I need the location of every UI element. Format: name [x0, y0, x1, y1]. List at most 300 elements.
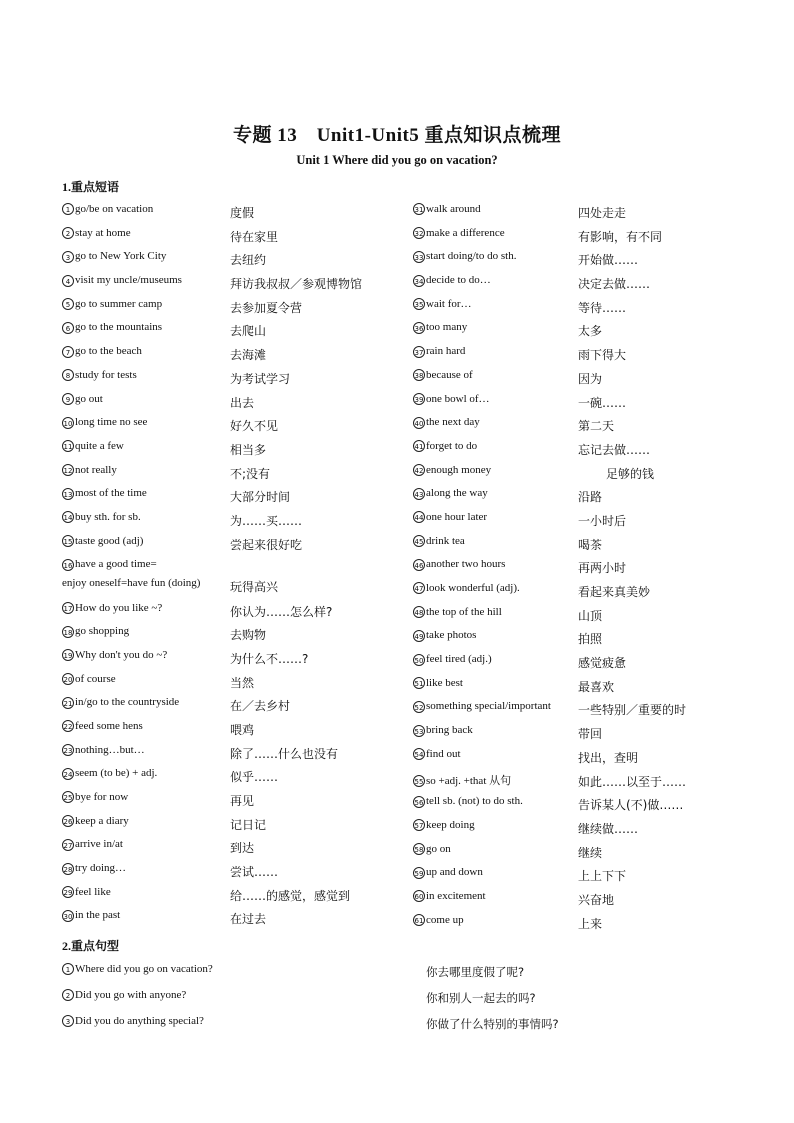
phrase-row [62, 461, 402, 485]
item-number: 52 [413, 701, 425, 713]
phrase-row [413, 271, 743, 295]
phrase-row [413, 769, 743, 793]
item-number: 22 [62, 720, 74, 732]
item-number: 29 [62, 886, 74, 898]
item-number: 42 [413, 464, 425, 476]
phrase-english [413, 416, 480, 428]
phrase-english-text: go shopping [75, 625, 130, 638]
phrase-english [62, 535, 143, 547]
item-number: 26 [62, 815, 74, 827]
phrase-row [62, 484, 402, 508]
phrase-english-text: quite a few [75, 439, 124, 452]
phrase-english-text: drink tea [426, 534, 465, 547]
phrase-english [413, 795, 523, 807]
item-number: 57 [413, 819, 425, 831]
item-number: 24 [62, 768, 74, 780]
sentence-row [62, 1014, 742, 1040]
phrase-english-text: buy sth. for sb. [75, 510, 141, 523]
phrase-chinese: 除了……什么也没有 [230, 746, 339, 761]
phrase-row [413, 603, 743, 627]
phrase-row [413, 745, 743, 769]
unit-subtitle: Unit 1 Where did you go on vacation? [296, 153, 498, 167]
phrase-chinese: 度假 [230, 206, 255, 220]
sentence-row [62, 962, 742, 988]
item-number: 9 [62, 393, 74, 405]
phrase-chinese: 当然 [230, 675, 255, 690]
phrase-english [62, 369, 137, 381]
phrase-english [413, 369, 473, 381]
phrase-english-text: come up [426, 913, 464, 926]
item-number: 19 [62, 649, 74, 661]
phrase-chinese: 带回 [578, 727, 603, 742]
phrase-english-text: go to summer camp [75, 297, 163, 310]
phrase-english [413, 890, 486, 902]
item-number: 16 [62, 559, 74, 571]
phrase-chinese: 喂鸡 [230, 722, 255, 737]
phrase-english [62, 696, 179, 708]
phrase-row [413, 342, 743, 366]
phrase-row [413, 816, 743, 840]
phrase-english-text: go out [75, 392, 103, 405]
phrase-chinese: 忘记去做…… [578, 442, 651, 457]
phrase-english-text: try doing… [75, 862, 127, 875]
item-number: 25 [62, 791, 74, 803]
page-title: 专题 13 Unit1-Unit5 重点知识点梳理 [232, 125, 562, 146]
phrase-english-text: bring back [426, 724, 473, 737]
phrase-english-text: not really [75, 463, 117, 476]
item-number: 38 [413, 369, 425, 381]
phrase-english-text: decide to do… [426, 274, 491, 287]
item-number: 2 [62, 227, 74, 239]
phrase-chinese: 喝茶 [578, 537, 603, 552]
item-number: 37 [413, 346, 425, 358]
phrase-row [62, 859, 402, 883]
phrase-chinese: 山顶 [578, 608, 603, 623]
item-number: 35 [413, 298, 425, 310]
phrase-english-text: bye for now [75, 791, 129, 803]
phrase-english [413, 227, 505, 239]
phrase-row [62, 342, 402, 366]
phrase-row [413, 579, 743, 603]
phrase-row [413, 508, 743, 532]
phrase-row [413, 721, 743, 745]
phrase-english-text: too many [426, 321, 468, 334]
item-number: 46 [413, 559, 425, 571]
phrase-english [413, 203, 481, 215]
phrase-english [413, 393, 490, 405]
item-number: 28 [62, 863, 74, 875]
phrase-english-text: tell sb. (not) to do sth. [426, 795, 523, 808]
sentence-chinese: 你去哪里度假了呢? [426, 965, 525, 979]
phrase-row [62, 390, 402, 414]
item-number: 60 [413, 890, 425, 902]
phrase-row [62, 835, 402, 859]
phrase-chinese: 一些特别／重要的时 [578, 703, 687, 718]
phrase-english [413, 487, 488, 499]
item-number: 21 [62, 697, 74, 709]
phrase-row [413, 461, 743, 485]
phrase-row [413, 650, 743, 674]
phrase-chinese: 继续做…… [578, 821, 639, 836]
phrase-chinese: 上上下下 [578, 869, 627, 884]
item-number: 1 [62, 963, 74, 975]
phrase-english-text: feed some hens [75, 719, 143, 732]
phrase-english-text: How do you like ~? [75, 601, 163, 614]
phrase-english-text: wait for… [426, 297, 472, 310]
phrase-row [62, 508, 402, 532]
item-number: 45 [413, 535, 425, 547]
item-number: 14 [62, 511, 74, 523]
phrase-row [413, 366, 743, 390]
phrase-english [413, 866, 483, 878]
item-number: 59 [413, 867, 425, 879]
phrase-english [413, 558, 505, 570]
phrase-english-text: go to the beach [75, 345, 142, 358]
phrase-row [62, 812, 402, 836]
sentence-english-text: Did you do anything special? [75, 1015, 204, 1027]
phrase-english-text: in the past [75, 909, 121, 922]
item-number: 30 [62, 910, 74, 922]
phrase-chinese: 四处走走 [578, 206, 627, 220]
item-number: 54 [413, 748, 425, 760]
phrase-chinese: 兴奋地 [578, 892, 615, 907]
phrase-english-text: nothing…but… [75, 743, 145, 756]
phrase-english [62, 909, 120, 921]
phrase-english-text: forget to do [426, 439, 478, 452]
phrase-chinese: 找出，查明 [578, 750, 639, 765]
phrase-english-text: walk around [426, 203, 481, 215]
item-number: 2 [62, 989, 74, 1001]
phrase-english [413, 700, 551, 712]
phrase-english-text: make a difference [426, 226, 505, 239]
phrase-row [413, 200, 743, 224]
phrase-english-text: along the way [426, 487, 488, 500]
phrase-row [62, 555, 402, 598]
phrase-row [413, 840, 743, 864]
phrase-english-text: another two hours [426, 558, 506, 571]
phrase-row [413, 555, 743, 579]
item-number: 39 [413, 393, 425, 405]
phrase-chinese: 如此……以至于…… [578, 774, 687, 789]
phrase-chinese: 不;没有 [230, 466, 271, 481]
phrase-english-text: feel like [75, 885, 111, 898]
item-number: 23 [62, 744, 74, 756]
item-number: 41 [413, 440, 425, 452]
phrase-english-text: one hour later [426, 510, 488, 523]
phrase-english-text: visit my uncle/museums [75, 274, 182, 287]
phrase-chinese: 最喜欢 [578, 679, 615, 694]
phrase-chinese: 玩得高兴 [230, 580, 279, 595]
phrase-chinese: 去海滩 [230, 348, 267, 363]
phrase-chinese: 告诉某人(不)做…… [578, 798, 684, 813]
phrase-english-text: find out [426, 747, 461, 760]
item-number: 10 [62, 417, 74, 429]
phrase-english [62, 862, 126, 874]
phrase-english [62, 393, 103, 405]
phrase-english [62, 440, 124, 452]
item-number: 36 [413, 322, 425, 334]
phrase-row [413, 626, 743, 650]
item-number: 11 [62, 440, 74, 452]
phrase-english [62, 720, 143, 732]
phrase-chinese: 待在家里 [230, 229, 279, 244]
item-number: 53 [413, 725, 425, 737]
sentence-english [62, 989, 186, 1001]
item-number: 3 [62, 251, 74, 263]
phrase-english [413, 321, 467, 333]
phrase-row [413, 532, 743, 556]
phrase-chinese: 再见 [230, 794, 255, 808]
phrase-list-left [62, 200, 402, 930]
phrase-row [413, 697, 743, 721]
item-number: 49 [413, 630, 425, 642]
phrase-row [413, 887, 743, 911]
phrase-chinese: 去爬山 [230, 324, 267, 339]
phrase-english [413, 535, 465, 547]
phrase-chinese: 为什么不……? [230, 651, 309, 666]
phrase-chinese: 雨下得大 [578, 348, 627, 363]
phrase-english-text: feel tired (adj.) [426, 653, 492, 666]
sentence-row [62, 988, 742, 1014]
phrase-english-text: go on [426, 842, 451, 855]
phrase-english [62, 298, 162, 310]
sentence-english [62, 963, 213, 975]
phrase-row [62, 670, 402, 694]
item-number: 61 [413, 914, 425, 926]
item-number: 15 [62, 535, 74, 547]
phrase-english [62, 511, 141, 523]
phrase-row [413, 792, 743, 816]
phrase-english [62, 487, 147, 499]
phrase-row [62, 366, 402, 390]
phrase-english [62, 602, 162, 614]
item-number: 18 [62, 626, 74, 638]
phrase-english [62, 274, 182, 286]
phrase-chinese: 尝试…… [230, 865, 279, 880]
phrase-chinese: 开始做…… [578, 253, 639, 268]
phrase-english-text: because of [426, 368, 473, 381]
phrase-english [62, 673, 116, 685]
phrase-english-text: of course [75, 672, 116, 685]
phrase-row [413, 484, 743, 508]
phrase-chinese: 再两小时 [578, 561, 627, 576]
phrase-english [62, 886, 111, 898]
phrase-english-text: rain hard [426, 345, 466, 358]
phrase-english-text: the next day [426, 416, 480, 429]
item-number: 43 [413, 488, 425, 500]
phrase-english-text: long time no see [75, 416, 148, 429]
phrase-row [413, 674, 743, 698]
sentence-english-text: Where did you go on vacation? [75, 963, 213, 975]
phrase-english [413, 748, 461, 760]
item-number: 31 [413, 203, 425, 215]
phrase-english-text: like best [426, 676, 463, 689]
phrase-english [413, 914, 464, 926]
phrase-list-right [413, 200, 743, 934]
phrase-english-text: most of the time [75, 487, 147, 500]
phrase-row [62, 437, 402, 461]
sentence-chinese: 你和别人一起去的吗? [426, 991, 536, 1005]
phrase-chinese: 一小时后 [578, 513, 627, 528]
phrase-english-text: enough money [426, 463, 492, 476]
item-number: 51 [413, 677, 425, 689]
phrase-english-text: go to New York City [75, 250, 167, 263]
phrase-english [413, 606, 502, 618]
sentence-chinese: 你做了什么特别的事情吗? [426, 1017, 559, 1031]
phrase-english-text: have a good time= [75, 558, 157, 571]
phrase-english [62, 227, 131, 239]
phrase-chinese: 相当多 [230, 442, 267, 457]
item-number: 12 [62, 464, 74, 476]
sentence-english-text: Did you go with anyone? [75, 989, 187, 1001]
phrase-chinese: 有影响，有不同 [578, 229, 663, 244]
phrase-english [62, 203, 153, 215]
phrase-chinese: 记日记 [230, 817, 267, 832]
phrase-english [62, 838, 123, 850]
phrase-row [62, 693, 402, 717]
phrase-row [62, 224, 402, 248]
phrase-english-text: keep doing [426, 818, 475, 831]
phrase-row [62, 717, 402, 741]
phrase-chinese: 看起来真美妙 [578, 585, 651, 599]
phrase-english-text: taste good (adj) [75, 534, 144, 547]
phrase-row [62, 413, 402, 437]
phrase-english [413, 440, 477, 452]
phrase-row [62, 622, 402, 646]
phrase-chinese: 去参加夏令营 [230, 300, 303, 315]
phrase-row [413, 437, 743, 461]
phrase-english [413, 772, 511, 788]
phrase-english [62, 464, 117, 476]
item-number: 20 [62, 673, 74, 685]
phrase-row [413, 911, 743, 935]
phrase-english-text: arrive in/at [75, 838, 123, 851]
phrase-chinese: 尝起来很好吃 [230, 537, 303, 552]
phrase-chinese: 决定去做…… [578, 277, 651, 292]
phrase-english [413, 819, 475, 831]
phrase-row [62, 295, 402, 319]
item-number: 27 [62, 839, 74, 851]
phrase-chinese: 继续 [578, 845, 603, 860]
item-number: 33 [413, 251, 425, 263]
phrase-row [62, 883, 402, 907]
phrase-english [413, 582, 520, 594]
phrase-row [62, 764, 402, 788]
phrase-chinese: 似乎…… [230, 770, 279, 785]
item-number: 6 [62, 322, 74, 334]
phrase-row [62, 646, 402, 670]
phrase-english [413, 250, 516, 262]
phrase-chinese: 沿路 [578, 490, 603, 505]
phrase-chinese: 拜访我叔叔／参观博物馆 [230, 277, 363, 292]
phrase-chinese: 去购物 [230, 628, 267, 643]
phrase-english-text: in/go to the countryside [75, 696, 180, 709]
phrase-english [413, 677, 463, 689]
phrase-chinese: 一碗…… [578, 395, 627, 410]
section-heading-sentences: 2.重点句型 [62, 939, 120, 953]
phrase-chinese: 你认为……怎么样? [230, 604, 333, 619]
item-number: 50 [413, 654, 425, 666]
phrase-row [62, 788, 402, 812]
phrase-row [413, 318, 743, 342]
phrase-english-text: go to the mountains [75, 321, 163, 334]
phrase-row [62, 906, 402, 930]
phrase-english [413, 464, 491, 476]
section-heading-phrases: 1.重点短语 [62, 180, 120, 194]
phrase-english [62, 321, 162, 333]
phrase-chinese: 到达 [230, 841, 255, 856]
phrase-english-text: up and down [426, 866, 483, 879]
item-number: 3 [62, 1015, 74, 1027]
phrase-english-text: keep a diary [75, 814, 129, 827]
phrase-chinese: 去纽约 [230, 253, 267, 268]
phrase-row [62, 271, 402, 295]
phrase-row [62, 200, 402, 224]
phrase-english [413, 511, 487, 523]
phrase-english [62, 649, 167, 661]
phrase-english [62, 625, 129, 637]
phrase-english [413, 629, 476, 641]
phrase-chinese: 太多 [578, 324, 603, 339]
phrase-row [413, 390, 743, 414]
phrase-row [413, 224, 743, 248]
phrase-row [62, 599, 402, 623]
item-number: 5 [62, 298, 74, 310]
phrase-row [413, 863, 743, 887]
item-number: 8 [62, 369, 74, 381]
item-number: 32 [413, 227, 425, 239]
item-number: 56 [413, 796, 425, 808]
phrase-chinese: 出去 [230, 395, 255, 410]
phrase-chinese: 上来 [578, 916, 603, 931]
phrase-chinese: 为考试学习 [230, 371, 291, 386]
phrase-english-text: go/be on vacation [75, 203, 154, 215]
phrase-english-text: one bowl of… [426, 392, 490, 405]
phrase-chinese: 感觉疲惫 [578, 656, 627, 671]
phrase-row [62, 532, 402, 556]
phrase-chinese: 大部分时间 [230, 490, 291, 505]
phrase-english [62, 791, 128, 803]
item-number: 58 [413, 843, 425, 855]
sentence-english [62, 1015, 204, 1027]
phrase-row [62, 247, 402, 271]
phrase-english [62, 815, 129, 827]
phrase-english [62, 345, 142, 357]
item-number: 34 [413, 275, 425, 287]
phrase-row [62, 741, 402, 765]
item-number: 55 [413, 775, 425, 787]
item-number: 4 [62, 275, 74, 287]
phrase-english-text: take photos [426, 629, 477, 642]
phrase-english-text: in excitement [426, 889, 486, 902]
phrase-english-text: so +adj. +that 从句 [426, 774, 512, 787]
phrase-english-text: the top of the hill [426, 605, 502, 618]
item-number: 44 [413, 511, 425, 523]
phrase-english-text: study for tests [75, 368, 137, 381]
phrase-chinese: 第二天 [578, 419, 615, 434]
phrase-english [413, 345, 465, 357]
phrase-english [62, 250, 166, 262]
phrase-english [413, 298, 472, 310]
phrase-english [413, 843, 451, 855]
item-number: 13 [62, 488, 74, 500]
phrase-row [413, 413, 743, 437]
phrase-english-text: look wonderful (adj). [426, 582, 520, 594]
phrase-chinese: 给……的感觉，感觉到 [230, 888, 351, 903]
phrase-chinese: 在／去乡村 [230, 699, 291, 714]
phrase-chinese: 因为 [578, 371, 603, 386]
phrase-english [62, 744, 145, 756]
